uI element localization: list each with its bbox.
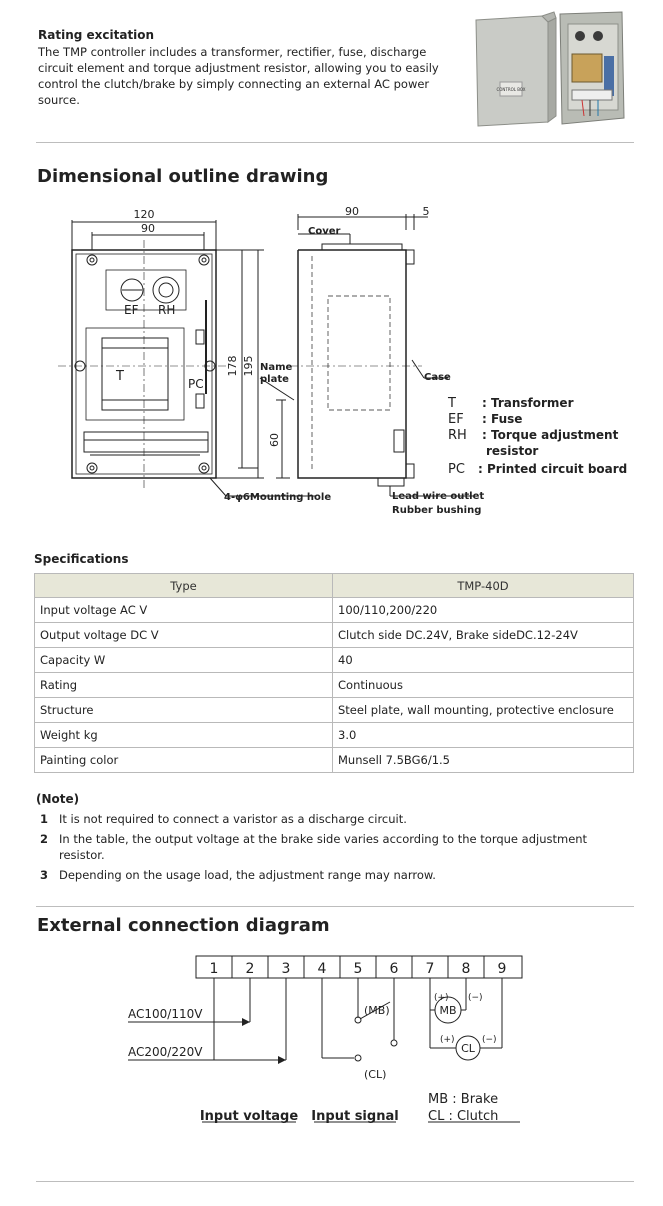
table-cell: Continuous <box>333 673 634 698</box>
legend-key: RH <box>448 428 467 443</box>
dim-60: 60 <box>268 433 281 447</box>
notes-list <box>40 811 620 887</box>
list-item <box>40 867 620 883</box>
label-case: Case <box>424 372 451 383</box>
specs-title: Specifications <box>34 552 129 566</box>
table-cell: Steel plate, wall mounting, protective enclosure <box>333 698 634 723</box>
table-row <box>35 723 634 748</box>
divider <box>36 142 634 143</box>
table-header-row <box>35 574 634 598</box>
legend-key: T <box>448 396 456 411</box>
label-name-plate-2: plate <box>260 374 289 385</box>
label-mounting-hole: 4-φ6Mounting hole <box>224 492 332 503</box>
table-cell: Rating <box>35 673 333 698</box>
table-cell: Weight kg <box>35 723 333 748</box>
table-row <box>35 698 634 723</box>
terminal-label: 2 <box>245 961 255 977</box>
mb-minus: (−) <box>468 993 483 1003</box>
label-cover: Cover <box>308 226 341 237</box>
ac-label-2: AC200/220V <box>128 1045 203 1059</box>
table-header-cell: TMP-40D <box>333 574 634 598</box>
terminal-label: 1 <box>209 961 219 977</box>
terminal-label: 4 <box>317 961 327 977</box>
table-cell: Clutch side DC.24V, Brake sideDC.12-24V <box>333 623 634 648</box>
terminal-label: 8 <box>461 961 471 977</box>
table-cell: Structure <box>35 698 333 723</box>
table-cell: Munsell 7.5BG6/1.5 <box>333 748 634 773</box>
outline-title: Dimensional outline drawing <box>37 166 329 187</box>
label-ef: EF <box>124 303 139 317</box>
dim-side-90: 90 <box>345 205 359 218</box>
specs-table <box>34 573 634 773</box>
legend-key: PC <box>448 462 465 477</box>
terminal-label: 7 <box>425 961 435 977</box>
cl-switch-label: (CL) <box>364 1068 387 1081</box>
outline-drawing <box>50 200 630 525</box>
legend-cl: CL : Clutch <box>428 1109 499 1124</box>
list-item <box>40 811 620 827</box>
photo-label: CONTROL BOX <box>496 87 526 92</box>
table-cell: 100/110,200/220 <box>333 598 634 623</box>
dim-195: 195 <box>242 355 255 377</box>
terminal-label: 3 <box>281 961 291 977</box>
cl-plus: (+) <box>440 1035 455 1045</box>
legend-value: : Printed circuit board <box>478 462 628 476</box>
dim-120: 120 <box>133 208 155 221</box>
divider <box>36 906 634 907</box>
notes-title: (Note) <box>36 792 80 806</box>
note-number: 1 <box>40 812 49 826</box>
legend-value: resistor <box>486 444 539 458</box>
table-header-cell: Type <box>35 574 333 598</box>
note-number: 3 <box>40 868 49 882</box>
cl-minus: (−) <box>482 1035 497 1045</box>
legend-mb: MB : Brake <box>428 1092 499 1107</box>
connection-diagram <box>120 950 540 1130</box>
label-t: T <box>116 369 124 384</box>
table-cell: Capacity W <box>35 648 333 673</box>
cl-coil-label: CL <box>461 1042 475 1055</box>
label-pc: PC <box>188 377 204 391</box>
mb-coil-label: MB <box>439 1004 457 1017</box>
mb-switch-label: (MB) <box>364 1004 390 1017</box>
table-row <box>35 623 634 648</box>
note-text: Depending on the usage load, the adjustment range may narrow. <box>59 868 436 882</box>
table-row <box>35 748 634 773</box>
legend-value: : Fuse <box>482 412 523 426</box>
terminal-label: 6 <box>389 961 399 977</box>
input-voltage-label: Input voltage <box>199 1109 299 1124</box>
table-cell: Painting color <box>35 748 333 773</box>
table-row <box>35 673 634 698</box>
product-photo <box>472 8 632 130</box>
table-cell: Input voltage AC V <box>35 598 333 623</box>
intro-body: The TMP controller includes a transformer, rectifier, fuse, discharge circuit element and torque adjustment resistor, allowing you to easily control the clutch/brake by simply connecting an external AC power source. <box>38 45 439 107</box>
divider <box>36 1181 634 1182</box>
dim-side-5: 5 <box>422 205 430 218</box>
label-bushing: Rubber bushing <box>392 505 482 516</box>
mb-plus: (+) <box>434 993 449 1003</box>
intro-section <box>38 28 458 108</box>
outline-legend <box>447 396 627 477</box>
terminal-label: 9 <box>497 961 507 977</box>
table-cell: 3.0 <box>333 723 634 748</box>
note-text: In the table, the output voltage at the brake side varies according to the torque adjustment resistor. <box>59 832 588 862</box>
legend-value: : Transformer <box>482 396 574 410</box>
label-lead-wire: Lead wire outlet <box>392 491 485 502</box>
terminal-label: 5 <box>353 961 363 977</box>
table-row <box>35 648 634 673</box>
dim-90: 90 <box>141 222 155 235</box>
input-signal-label: Input signal <box>311 1109 399 1124</box>
table-cell: Output voltage DC V <box>35 623 333 648</box>
ac-label-1: AC100/110V <box>128 1007 203 1021</box>
legend-key: EF <box>448 412 464 427</box>
label-rh: RH <box>158 303 176 317</box>
connection-title: External connection diagram <box>37 915 330 936</box>
note-text: It is not required to connect a varistor as a discharge circuit. <box>59 812 407 826</box>
note-number: 2 <box>40 832 49 846</box>
legend-value: : Torque adjustment <box>482 428 619 442</box>
table-row <box>35 598 634 623</box>
table-cell: 40 <box>333 648 634 673</box>
list-item <box>40 831 620 863</box>
label-name-plate-1: Name <box>260 362 293 373</box>
intro-title: Rating excitation <box>38 28 155 42</box>
dim-178: 178 <box>226 355 239 377</box>
